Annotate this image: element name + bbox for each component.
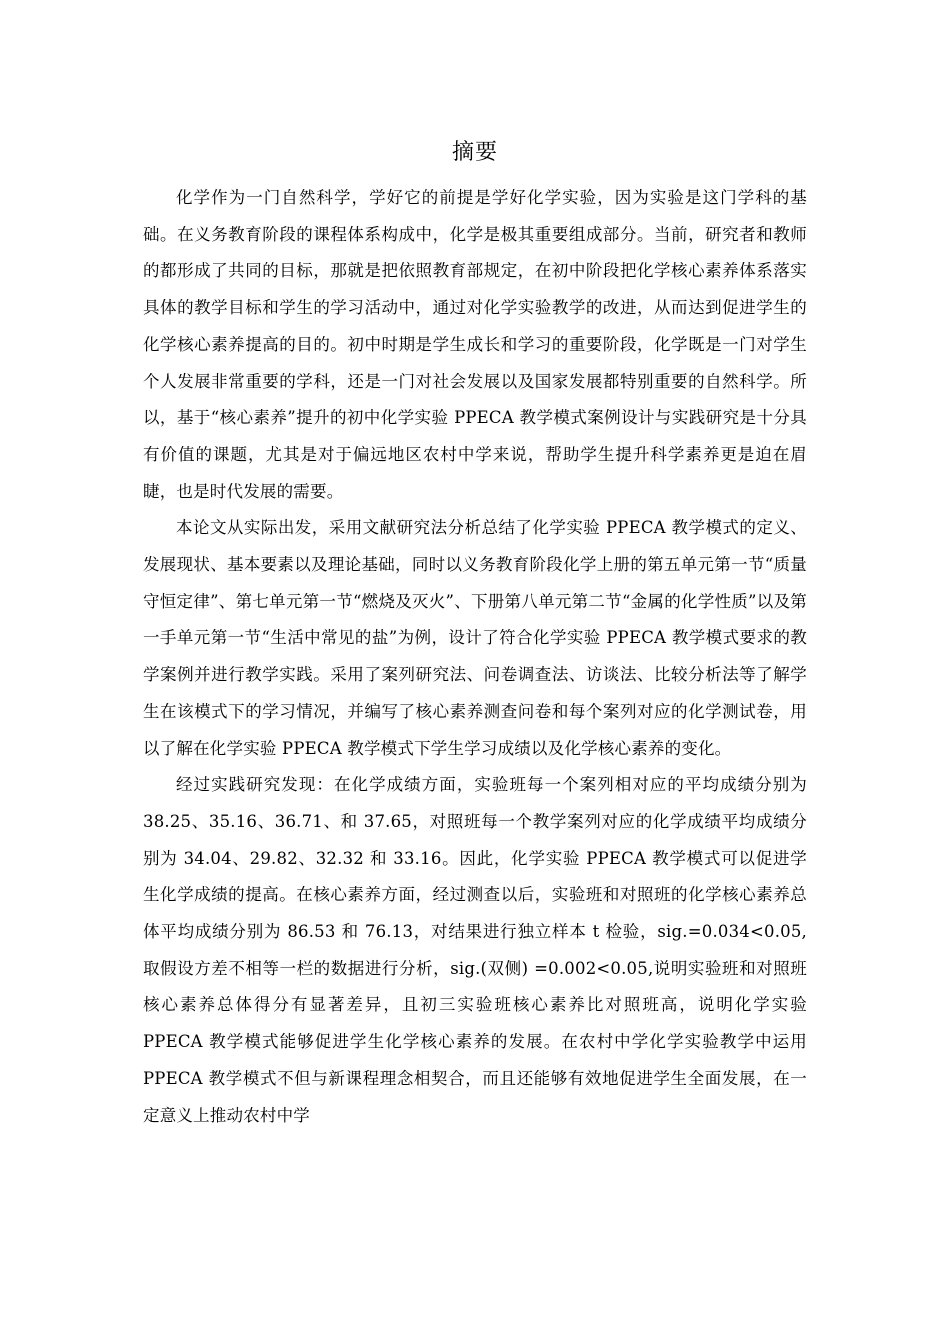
abstract-title: 摘要	[451, 140, 498, 165]
abstract-body	[143, 180, 807, 1134]
abstract-paragraph-2: 本论文从实际出发，采用文献研究法分析总结了化学实验 PPECA 教学模式的定义、发展现状、基本要素以及理论基础，同时以义务教育阶段化学上册的第五单元第一节“质量守恒定律”、第七单元第一节“燃烧及灭火”、下册第八单元第二节“金属的化学性质”以及第一手单元第一节“生活中常见的盐”为例，设计了符合化学实验 PPECA 教学模式要求的教学案例并进行教学实践。采用了案列研究法、问卷调查法、访谈法、比较分析法等了解学生在该模式下的学习情况，并编写了核心素养测查问卷和每个案列对应的化学测试卷，用以了解在化学实验 PPECA 教学模式下学生学习成绩以及化学核心素养的变化。	[143, 518, 807, 758]
abstract-paragraph-3: 经过实践研究发现：在化学成绩方面，实验班每一个案列相对应的平均成绩分别为 38.25、35.16、36.71、和 37.65，对照班每一个教学案列对应的化学成绩平均成绩分别为 34.04、29.82、32.32 和 33.16。因此，化学实验 PPECA 教学模式可以促进学生化学成绩的提高。在核心素养方面，经过测查以后，实验班和对照班的化学核心素养总体平均成绩分别为 86.53 和 76.13，对结果进行独立样本 t 检验，sig.=0.034<0.05,取假设方差不相等一栏的数据进行分析，sig.(双侧) =0.002<0.05,说明实验班和对照班核心素养总体得分有显著差异，且初三实验班核心素养比对照班高，说明化学实验 PPECA 教学模式能够促进学生化学核心素养的发展。在农村中学化学实验教学中运用 PPECA 教学模式不但与新课程理念相契合，而且还能够有效地促进学生全面发展，在一定意义上推动农村中学	[143, 775, 807, 1125]
abstract-paragraph-1: 化学作为一门自然科学，学好它的前提是学好化学实验，因为实验是这门学科的基础。在义务教育阶段的课程体系构成中，化学是极其重要组成部分。当前，研究者和教师的都形成了共同的目标，那就是把依照教育部规定，在初中阶段把化学核心素养体系落实具体的教学目标和学生的学习活动中，通过对化学实验教学的改进，从而达到促进学生的化学核心素养提高的目的。初中时期是学生成长和学习的重要阶段，化学既是一门对学生个人发展非常重要的学科，还是一门对社会发展以及国家发展都特别重要的自然科学。所以，基于“核心素养”提升的初中化学实验 PPECA 教学模式案例设计与实践研究是十分具有价值的课题，尤其是对于偏远地区农村中学来说，帮助学生提升科学素养更是迫在眉睫，也是时代发展的需要。	[143, 188, 807, 501]
